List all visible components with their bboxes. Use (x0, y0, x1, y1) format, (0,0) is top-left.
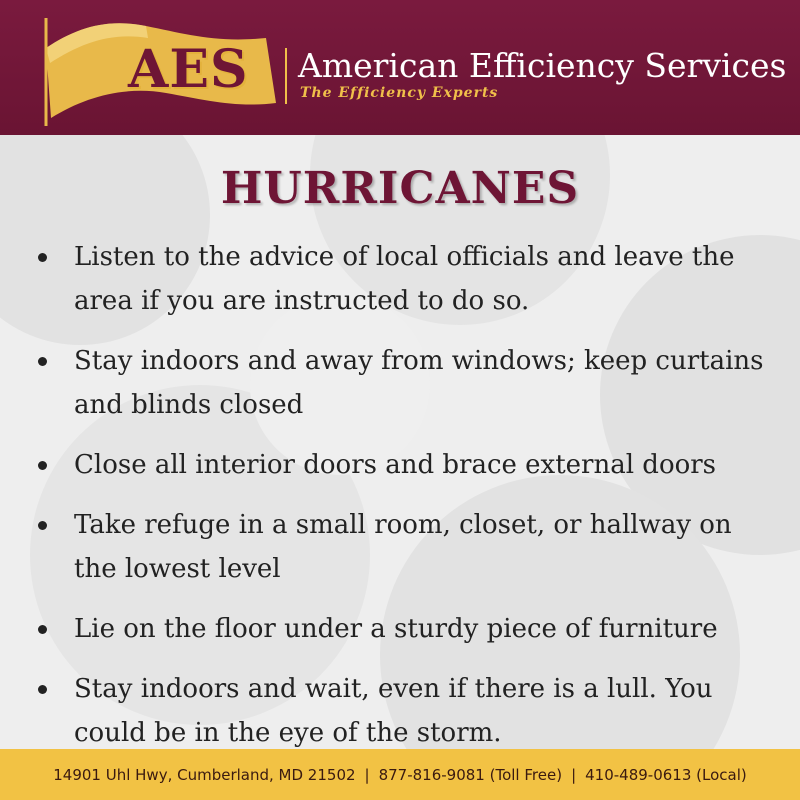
list-item-text: Take refuge in a small room, closet, or hallway on the lowest level (74, 510, 732, 584)
bullet-list (0, 235, 800, 749)
list-item (0, 607, 800, 651)
list-item-text: Stay indoors and wait, even if there is a lull. You could be in the eye of the storm. (74, 674, 713, 748)
list-item (0, 503, 800, 591)
bullet-icon (38, 357, 47, 366)
list-item-text: Lie on the floor under a sturdy piece of furniture (74, 614, 718, 644)
page-title: HURRICANES (220, 163, 580, 214)
header-banner (0, 0, 800, 135)
bullet-icon (38, 685, 47, 694)
list-item (0, 667, 800, 749)
bullet-icon (38, 625, 47, 634)
list-item-text: Stay indoors and away from windows; keep curtains and blinds closed (74, 346, 764, 420)
bullet-icon (38, 253, 47, 262)
list-item-text: Listen to the advice of local officials and leave the area if you are instructed to do so. (74, 242, 735, 316)
footer-local-phone[interactable]: 410-489-0613 (Local) (585, 765, 747, 784)
logo-text: AES (128, 39, 249, 100)
list-item (0, 443, 800, 487)
footer-toll-free-phone[interactable]: 877-816-9081 (Toll Free) (378, 765, 563, 784)
footer-separator: | (571, 765, 577, 784)
list-item (0, 235, 800, 323)
list-item-text: Close all interior doors and brace external doors (74, 450, 717, 480)
list-item (0, 339, 800, 427)
company-name: American Efficiency Services (298, 46, 787, 85)
footer-separator: | (364, 765, 370, 784)
tagline: The Efficiency Experts (300, 85, 499, 101)
bullet-icon (38, 461, 47, 470)
main-content (0, 135, 800, 749)
footer-contact-bar (0, 749, 800, 800)
bullet-icon (38, 521, 47, 530)
header-divider (285, 48, 287, 104)
footer-address: 14901 Uhl Hwy, Cumberland, MD 21502 (53, 765, 356, 784)
